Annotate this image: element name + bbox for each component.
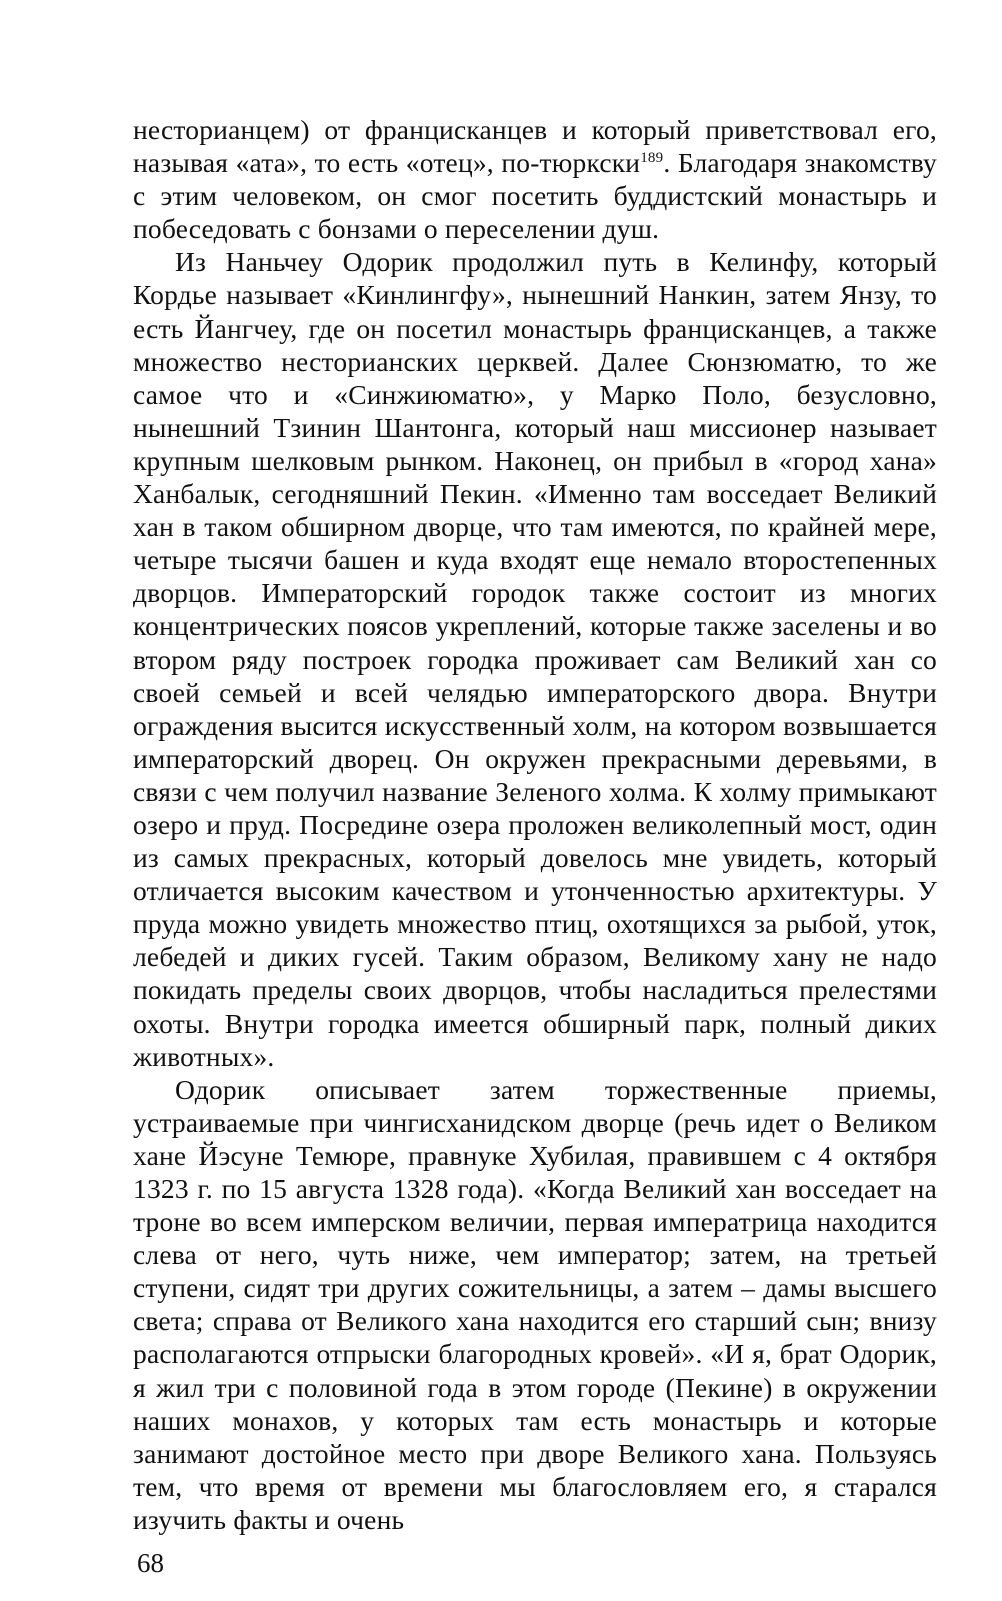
body-text: [133, 113, 937, 1536]
paragraph-3: Одорик описывает затем торжественные приемы, устраиваемые при чингисханидском дворце (речь идет о Великом хане Йэсуне Темюре, правнуке Хубилая, правившем с 4 октября 1323 г. по 15 августа 1328 года). «Когда Великий хан восседает на троне во всем имперском величии, первая императрица находится слева от него, чуть ниже, чем император; затем, на третьей ступени, сидят три других сожительницы, а затем – дамы высшего света; справа от Великого хана находится его старший сын; внизу располагаются отпрыски благородных кровей». «И я, брат Одорик, я жил три с половиной года в этом городе (Пекине) в окружении наших монахов, у которых там есть монастырь и которые занимают достойное место при дворе Великого хана. Пользуясь тем, что время от времени мы благословляем его, я старался изучить факты и очень: [133, 1073, 937, 1535]
paragraph-1-text: несторианцем) от францисканцев и который приветствовал его, называя «ата», то есть «отец», по-тюркски: [133, 114, 937, 179]
paragraph-1: [133, 113, 937, 245]
footnote-reference: 189: [640, 149, 664, 166]
paragraph-1-continuation: . Благодаря знакомству с этим человеком, он смог посетить буддистский монастырь и побеседовать с бонзами о переселении душ.: [133, 147, 937, 245]
page-number: 68: [137, 1548, 164, 1578]
paragraph-2: Из Наньчеу Одорик продолжил путь в Келинфу, который Кордье называет «Кинлингфу», нынешний Нанкин, затем Янзу, то есть Йангчеу, где он посетил монастырь францисканцев, а также множество несторианских церквей. Далее Сюнзюматю, то же самое что и «Синжиюматю», у Марко Поло, безусловно, нынешний Тзинин Шантонга, который наш миссионер называет крупным шелковым рынком. Наконец, он прибыл в «город хана» Ханбалык, сегодняшний Пекин. «Именно там восседает Великий хан в таком обширном дворце, что там имеются, по крайней мере, четыре тысячи башен и куда входят еще немало второстепенных дворцов. Императорский городок также состоит из многих концентрических поясов укреплений, которые также заселены и во втором ряду построек городка проживает сам Великий хан со своей семьей и всей челядью императорского двора. Внутри ограждения высится искусственный холм, на котором возвышается императорский дворец. Он окружен прекрасными деревьями, в связи с чем получил название Зеленого холма. К холму примыкают озеро и пруд. Посредине озера проложен великолепный мост, один из самых прекрасных, который довелось мне увидеть, который отличается высоким качеством и утонченностью архитектуры. У пруда можно увидеть множество птиц, охотящихся за рыбой, уток, лебедей и диких гусей. Таким образом, Великому хану не надо покидать пределы своих дворцов, чтобы насладиться прелестями охоты. Внутри городка имеется обширный парк, полный диких животных».: [133, 246, 937, 1072]
